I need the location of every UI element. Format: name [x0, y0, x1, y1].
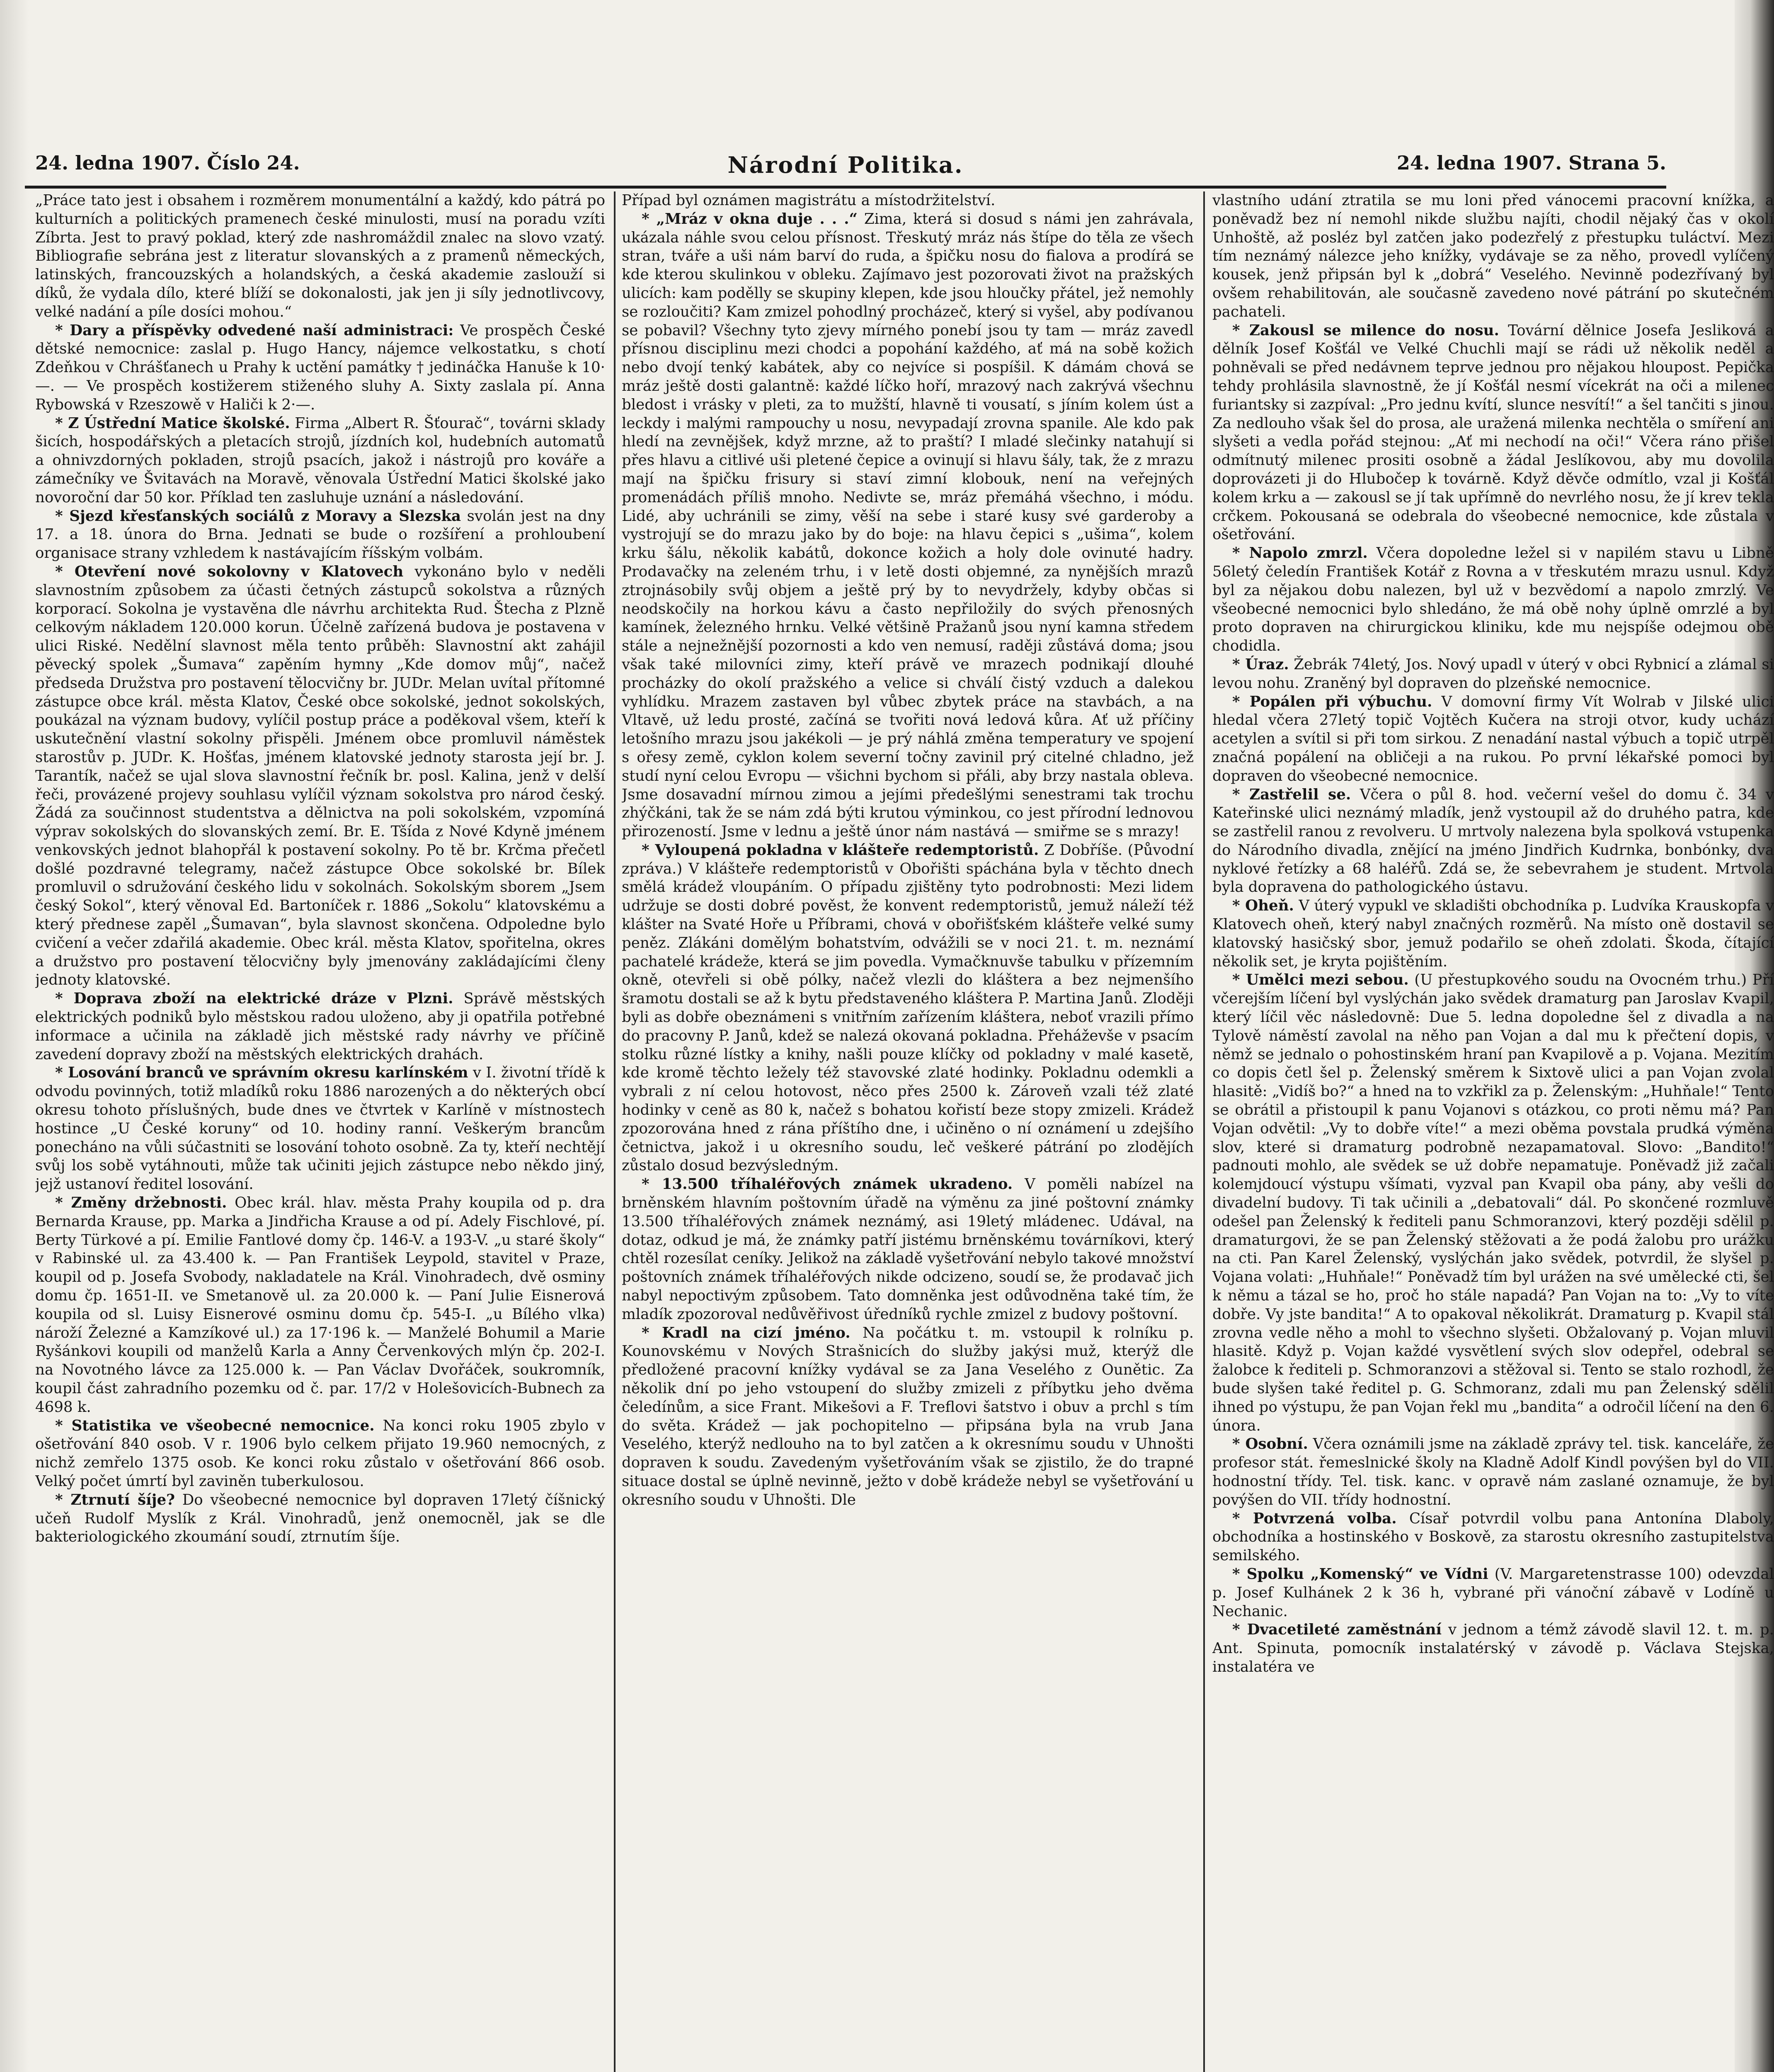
article-paragraph	[622, 191, 1194, 210]
article-text: v I. životní třídě k odvodu povinných, totiž mladíků roku 1886 narozených a do některých obcí okresu tohoto příslušných, bude dnes ve čtvrtek v Karlíně v místnostech hostince „U České koruny“ od 10. hodiny ranní. Veškerým brancům ponecháno na vůli súčastniti se losování tohoto osobně. Za ty, kteří nechtějí svůj los sobě vytáhnouti, může tak učiniti jejich zástupce nebo někdo jiný, jejž ustanoví ředitel losování.	[35, 1064, 605, 1193]
article-heading: * Napolo zmrzl.	[1232, 545, 1368, 562]
article-heading: * Dary a příspěvky odvedené naší administraci:	[55, 322, 454, 339]
column-3	[1212, 191, 1774, 2072]
article-paragraph	[35, 990, 605, 1064]
article-text: Včera o půl 8. hod. večerní vešel do domu č. 34 v Kateřinské ulici neznámý mladík, jenž vystoupil až do druhého patra, kde se zastřelil ranou z revolveru. U mrtvoly nalezena byla spolková vstupenka do Národního divadla, znějící na jméno Jindřich Kudrnka, bonbónky, dva nyklové řetízky a 68 haléřů. Zdá se, že sebevrahem je student. Mrtvola byla dopravena do pathologického ústavu.	[1212, 786, 1774, 896]
article-text: V domovní firmy Vít Wolrab v Jilské ulici hledal včera 27letý topič Vojtěch Kučera na stroji otvor, kudy uchází acetylen a svítil si při tom sirkou. Z nenadání nastal výbuch a topič utrpěl značná popálení na obličeji a na rukou. Po první lékařské pomoci byl dopraven do všeobecné nemocnice.	[1212, 693, 1774, 784]
header-date-issue: 24. ledna 1907. Číslo 24.	[35, 152, 300, 174]
article-paragraph	[1212, 656, 1774, 693]
article-heading: * Ztrnutí šíje?	[55, 1491, 175, 1508]
article-text: Na počátku t. m. vstoupil k rolníku p. Kounovskému v Nových Strašnicích do služby jakýsi muž, kterýž dle předložené pracovní knížky vydával se za Jana Veselého z Ounětic. Za několik dní po jeho vstoupení do služby zmizeli z příbytku jeho dvěma čeledínům, a sice Frant. Mikešovi a F. Treflovi šatstvo i obuv a prchl s tím do světa. Krádež — jak pochopitelno — připsána byla na vrub Jana Veselého, kterýž nedlouho na to byl zatčen a k okresnímu soudu v Uhnošti dopraven k soudu. Zavedeným vyšetřováním však se zjistilo, že do trapné situace dostal se úplně nevinně, ježto v době krádeže nebyl se vyšetřování u okresního soudu v Uhnošti. Dle	[622, 1324, 1194, 1508]
article-paragraph	[1212, 693, 1774, 786]
article-heading: * Vyloupená pokladna v klášteře redemptoristů.	[642, 841, 1039, 859]
article-text: vykonáno bylo v neděli slavnostním způsobem za účasti četných zástupců sokolstva a různých korporací. Sokolna je vystavěna dle návrhu architekta Rud. Štecha z Plzně celkovým nákladem 120.000 korun. Účelně zařízená budova je postavena v ulici Riské. Nedělní slavnost měla tento průběh: Slavnostní akt zahájil pěvecký spolek „Šumava“ zapěním hymny „Kde domov můj“, načež předseda Družstva pro postavení tělocvičny br. JUDr. Melan uvítal přítomné zástupce obce král. města Klatov, České obce sokolské, jednot sokolských, poukázal na význam budovy, vylíčil postup práce a poděkoval všem, kteří k uskutečnění vlastní sokolny přispěli. Jménem obce promluvil náměstek starostův p. JUDr. K. Hošťas, jménem klatovské jednoty starosta její br. J. Tarantík, načež se ujal slova slavnostní řečník br. posl. Kalina, jenž v delší řeči, provázené projevy souhlasu vylíčil význam sokolstva pro národ český. Žádá za součinnost studentstva a dělnictva na poli sokolském, vzpomíná výprav sokolských do slovanských zemí. Br. E. Tšída z Nové Kdyně jménem venkovských jednot blahopřál k postavení sokolny. Po tě br. Krčma přečetl došlé pozdravné telegramy, načež zástupce Obce sokolské br. Bílek promluvil o sdružování českého lidu v sokolnách. Sokolským sborem „Jsem český Sokol“, který věnoval Ed. Bartoníček r. 1886 „Sokolu“ klatovskému a který přednese zapěl „Šumavan“, byla slavnost skončena. Odpoledne bylo cvičení a večer zdařilá akademie. Obec král. města Klatov, spořitelna, okres a družstvo pro postavení tělocvičny byly jmenovány zakládajícími členy jednoty klatovské.	[35, 563, 605, 989]
article-text: Včera oznámili jsme na základě zprávy tel. tisk. kanceláře, že profesor stát. řemeslnické školy na Kladně Adolf Kindl povýšen byl do VII. hodnostní třídy. Tel. tisk. kanc. v opravě nám zaslané oznamuje, že byl povýšen do VII. třídy hodnostní.	[1212, 1435, 1774, 1508]
article-text: (U přestupkového soudu na Ovocném trhu.) Pří včerejším líčení byl vyslýchán jako svědek dramaturg pan Jaroslav Kvapil, který líčil věc následovně: Due 5. ledna dopoledne šel z divadla a na Tylově náměstí zavolal na něho pan Vojan a dal mu k přečtení dopis, v němž se jednalo o pohostinském hraní pan Kvapilově a p. Vojana. Mezitím co dopis četl šel p. Želenský směrem k Sixtově ulici a pan Vojan zvolal hlasitě: „Vidíš bo?“ a hned na to vzkřikl za p. Želenským: „Huhňale!“ Tento se obrátil a přistoupil k panu Vojanovi s otázkou, co proti němu má? Pan Vojan odvětil: „Vy to dobře víte!“ a mezi oběma povstala prudká výměna slov, které si dramaturg podrobně nezapamatoval. Slovo: „Bandito!“ padnouti mohlo, ale svědek se už dobře nepamatuje. Poněvadž již začali kolemjdoucí výstupu všímati, vyzval pan Kvapil oba pány, aby vešli do divadelní budovy. Ti tak učinili a „debatovali“ dál. Po skončené rozmluvě odešel pan Želenský k řediteli panu Schmoranzovi, který později sdělil p. dramaturgovi, že se pan Želenský stěžovati a že podá žalobu pro urážku na cti. Pan Karel Želenský, vyslýchán jako svědek, potvrdil, že slyšel p. Vojana volati: „Huhňale!“ Poněvadž tím byl urážen na své umělecké cti, šel k němu a tázal se ho, proč ho stále napadá? Pan Vojan na to: „Vy to víte dobře. Vy jste bandita!“ A to opakoval několikrát. Dramaturg p. Kvapil stál zrovna vedle něho a mohl to všechno slyšeti. Obžalovaný p. Vojan mluvil hlasitě. Když p. Vojan každé vysvětlení svých slov odepřel, odebral se žalobce k řediteli p. Schmoranzovi a stěžoval si. Tento se stalo rozhodl, že bude slyšen také ředitel p. G. Schmoranz, zdali mu pan Želenský sdělil ihned po výstupu, že pan Vojan řekl mu „bandita“ a odročil líčení na den 6. února.	[1212, 971, 1774, 1434]
article-paragraph	[1212, 897, 1774, 971]
article-paragraph	[1212, 322, 1774, 545]
article-paragraph	[1212, 971, 1774, 1435]
header-rule	[25, 186, 1666, 189]
page-header	[25, 146, 1666, 183]
article-heading: * Potvrzená volba.	[1232, 1510, 1397, 1527]
article-text: Na konci roku 1905 zbylo v ošetřování 840 osob. V r. 1906 bylo celkem přijato 19.960 nemocných, z nichž zemřelo 1375 osob. Ke konci roku zůstalo v ošetřování 866 osob. Velký počet úmrtí byl zaviněn tuberkulosou.	[35, 1417, 605, 1490]
article-paragraph	[1212, 191, 1774, 322]
article-heading: * Kradl na cizí jméno.	[642, 1324, 851, 1341]
header-date-page: 24. ledna 1907. Strana 5.	[1396, 152, 1666, 174]
article-heading: * Zakousl se milence do nosu.	[1232, 322, 1499, 339]
article-paragraph	[622, 1175, 1194, 1324]
article-text: Do všeobecné nemocnice byl dopraven 17letý číšnický učeň Rudolf Myslík z Král. Vinohradů, jenž onemocněl, jak se dle bakteriologického zkoumání soudí, ztrnutím šíje.	[35, 1491, 605, 1546]
article-text: Tovární dělnice Josefa Jesliková a dělník Josef Košťál ve Velké Chuchli mají se rádi už několik neděl a pohněvali se před nedávnem teprve jednou pro nějakou hloupost. Pepička tehdy prohlásila slavnostně, že jí Košťál nesmí vícekrát na oči a milenec furiantsky si zazpíval: „Pro jednu kvítí, slunce nesvítí!“ a šel tančiti s jinou. Za nedlouho však šel do prosa, ale uražená milenka nechtěla o smíření ani slyšeti a vedla pořád stejnou: „Ať mi nechodí na oči!“ Včera ráno přišel odmítnutý milenec prositi osobně a žádal Jeslíkovou, aby mu dovolila doprovázeti ji do Hlubočep k továrně. Když děvče odmítlo, vzal ji Košťál kolem krku a — zakousl se jí tak upřímně do nevrlého nosu, že jí krev tekla crčkem. Pokousaná se odebrala do všeobecné nemocnice, kde zůstala v ošetřování.	[1212, 322, 1774, 543]
masthead-title: Národní Politika.	[727, 152, 964, 178]
article-text: Císař potvrdil volbu pana Antonína Dlaboly, obchodníka a hostinského v Boskově, za starostu okresního zastupitelstva semilského.	[1212, 1510, 1774, 1564]
article-text: Případ byl oznámen magistrátu a místodržitelství.	[622, 192, 996, 209]
article-paragraph	[35, 191, 605, 322]
article-text: V poměli nabízel na brněnském hlavním poštovním úřadě na výměnu za jiné poštovní známky 13.500 tříhaléřových známek neznámý, asi 19letý mládenec. Udával, na dotaz, odkud je má, že známky patří jistému brněnskému továrníkovi, který chtěl rozesílat ceníky. Jelikož na základě vyšetřování nebylo takové množství poštovních známek tříhaléřových nikde odcizeno, soudí se, že prodavač jich nabyl nepoctivým způsobem. Tato domněnka jest odůvodněna také tím, že mladík zpozoroval nedůvěřivost úředníků rychle zmizel z budovy poštovní.	[622, 1176, 1194, 1323]
article-heading: * 13.500 tříhaléřových známek ukradeno.	[642, 1176, 1013, 1193]
article-heading: * Úraz.	[1232, 656, 1289, 673]
article-heading: * Zastřelil se.	[1232, 786, 1351, 803]
article-paragraph	[35, 1417, 605, 1491]
article-paragraph	[35, 1491, 605, 1547]
article-text: Z Dobříše. (Původní zpráva.) V klášteře redemptoristů v Obořišti spáchána byla v těchto dnech smělá krádež vloupáním. O případu zjištěny tyto podrobnosti: Mezi lidem udržuje se dosti dobré pověst, že konvent redemptoristů, jemuž náleží též klášter na Svaté Hoře u Příbrami, chová v obořišťském klášteře velké sumy peněz. Zlákáni domělým bohatstvím, odvážili se v noci 21. t. m. neznámí pachatelé krádeže, která se jim povedla. Vymačknuvše tabulku v přízemním okně, otevřeli si obě pólky, načež vlezli do kláštera a bez nejmenšího šramotu dostali se až k bytu představeného kláštera P. Martina Janů. Zloději byli as dobře obeznámeni s vnitřním zařízením kláštera, neboť vrazili přímo do pracovny P. Janů, kdež se nalezá okovaná pokladna. Přeháževše v psacím stolku různé lístky a knihy, našli pouze klíčky od pokladny v malé kasetě, kde kromě těchto ležely též stavovské zlaté hodinky. Pokladnu odemkli a vybrali z ní celou hotovost, něco přes 2500 k. Zároveň vzali též zlaté hodinky v ceně as 80 k, načež s bohatou kořistí beze stopy zmizeli. Krádež zpozorována hned z rána příštího dne, i učiněno o ní oznámení u zdejšího četnictva, jakož i u okresního soudu, leč veškeré pátrání po zlodějích zůstalo dosud bezvýsledným.	[622, 841, 1194, 1174]
article-text: Včera dopoledne ležel si v napilém stavu u Libně 56letý čeledín František Kotář z Rovna a v třeskutém mrazu usnul. Když byl za nějakou dobu nalezen, byl už v bezvědomí a napolo zmrzlý. Ve všeobecné nemocnici bylo shledáno, že má obě nohy úplně omrzlé a byl proto dopraven na chirurgickou kliniku, kde mu nejspíše odejmou obě chodidla.	[1212, 545, 1774, 655]
article-paragraph	[622, 1324, 1194, 1510]
article-text: Zima, která si dosud s námi jen zahrávala, ukázala náhle svou celou přísnost. Třeskutý mráz nás štípe do těla ze všech stran, tváře a uši nám barví do ruda, a špičku nosu do fialova a prodírá se kde kterou skulinkou v obleku. Zajímavo jest pozorovati život na pražských ulicích: kam podělly se skupiny klepen, kde jsou hloučky přátel, jež nemohly se rozloučiti? Kam zmizel pohodlný procházeč, který si vyšel, aby podívanou se pobavil? Všechny tyto zjevy mírného ponebí jsou ty tam — mráz zavedl přísnou disciplinu mezi chodci a popohání každého, ať má na sobě kožich nebo dvojí tenký kabátek, aby co nejvíce si pospíšil. K dámám chová se mráz ještě dosti galantně: každé líčko hoří, mrazový nach zakrývá všechnu bledost i vrásky v pleti, za to mužští, hlavně ti vousatí, s jíním kolem úst a leckdy i malými rampouchy u nosu, nevypadají zrovna spanile. Ale kdo pak hledí na zevnějšek, když mrzne, až to praští? I mladé slečinky natahují si přes hlavu a citlivé uši pletené čepice a ovinují si hlavu šály, tak, že z mrazu mají na špičku frisury si staví zimní klobouk, není na veřejných promenádách příliš mnoho. Nedivte se, mráz přemáhá všechno, i módu. Lidé, aby uchránili se zimy, věší na sebe i staré kusy své garderoby a vystrojují se do mrazu jako by do boje: na hlavu čepici s „ušima“, kolem krku šálu, několik kabátů, dokonce kožich a holy dole ovinuté hadry. Prodavačky na zeleném trhu, i v letě dosti objemné, za nynějších mrazů ztrojnásobily svůj objem a ještě prý by to nevydržely, kdyby občas si neodskočily na horkou kávu a často nepřiložily do svých přenosných kamínek, železného hrnku. Velké většině Pražanů jsou nyní kamna středem stále a nejnežnější pozornosti a kdo ven nemusí, raději zůstává doma; jsou však také milovníci zimy, kteří právě ve mrazech podnikají dlouhé procházky do okolí pražského a velice si chválí čistý vzduch a dalekou vyhlídku. Mrazem zastaven byl vůbec zbytek práce na stavbách, a na Vltavě, už ledu prosté, začíná se tvořiti nová ledová kůra. Ať už příčiny letošního mrazu jsou jakékoli — je prý náhlá změna temperatury ve spojení s ořesy země, cyklon kolem severní točny zavinil prý citelné chladno, jež studí nyní celou Evropu — všichni bychom si přáli, aby brzy nastala obleva. Jsme dosavadní mírnou zimou a jejími předešlými senestrami tak trochu zhýčkáni, tak že se nám zdá býti krutou výminkou, co jest přírodní lednovou přirozeností. Jsme v lednu a ještě únor nám nastává — smiřme se s mrazy!	[622, 210, 1194, 840]
article-paragraph	[1212, 1621, 1774, 1676]
article-heading: * Otevření nové sokolovny v Klatovech	[55, 563, 404, 580]
column-divider	[614, 191, 616, 2072]
article-heading: * Změny držebnosti.	[55, 1194, 227, 1212]
article-heading: * Oheň.	[1232, 897, 1294, 915]
article-paragraph	[1212, 1435, 1774, 1509]
column-1	[35, 191, 605, 2072]
article-paragraph	[1212, 1565, 1774, 1621]
article-paragraph	[35, 563, 605, 990]
article-heading: * „Mráz v okna duje . . .“	[642, 210, 858, 228]
column-divider	[1203, 191, 1205, 2072]
article-paragraph	[35, 1194, 605, 1417]
article-paragraph	[622, 841, 1194, 1175]
article-paragraph	[35, 1064, 605, 1194]
article-paragraph	[1212, 1510, 1774, 1565]
article-heading: * Osobní.	[1232, 1435, 1308, 1453]
article-paragraph	[35, 507, 605, 563]
article-text: „Práce tato jest i obsahem i rozměrem monumentální a každý, kdo pátrá po kulturních a politických pramenech české minulosti, musí na poradu vzíti Zíbrta. Jest to pravý poklad, který zde nashromáždil znalec na slovo vzatý. Bibliografie sebrána jest z literatur slovanských a z pramenů německých, latinských, francouzských a holandských, a česká akademie zaslouží si díků, že vydala dílo, které blíží se dokonalosti, jak jen ji síly jednotlivcovy, velké nadání a píle dosíci mohou.“	[35, 192, 605, 320]
article-heading: * Sjezd křesťanských sociálů z Moravy a Slezska	[55, 507, 461, 525]
article-text: vlastního udání ztratila se mu loni před vánocemi pracovní knížka, a poněvadž bez ní nemohl nikde službu najíti, chodil nějaký čas v okolí Unhoště, až posléz byl zatčen jako podezřelý z přestupku tuláctví. Mezi tím neznámý nálezce jeho knížky, vydávaje se za něho, provedl vylíčený kousek, jenž připsán byl k „dobrá“ Veselého. Nevinně podezřívaný byl ovšem rehabilitován, ale současně zavedeno nové pátrání po skutečném pachateli.	[1212, 192, 1774, 320]
article-paragraph	[1212, 786, 1774, 897]
column-2	[622, 191, 1194, 2072]
article-heading: * Losování branců ve správním okresu karlínském	[55, 1064, 468, 1082]
article-paragraph	[1212, 544, 1774, 656]
article-text: svolán jest na dny 17. a 18. února do Brna. Jednati se bude o rozšíření a prohloubení organisace strany vzhledem k nastávajícím říšským volbám.	[35, 507, 605, 562]
article-text: Obec král. hlav. města Prahy koupila od p. dra Bernarda Krause, pp. Marka a Jindřicha Krause a od pí. Adely Fischlové, pí. Berty Türkové a pí. Emilie Fantlové domy čp. 146-V. a 193-V. „u staré školy“ v Rabinské ul. za 43.400 k. — Pan František Leypold, stavitel v Praze, koupil od p. Josefa Svobody, nakladatele na Král. Vinohradech, dvě osminy domu čp. 1651-II. ve Smetanově ul. za 20.000 k. — Paní Julie Eisnerová koupila od sl. Luisy Eisnerové osminu domu čp. 545-I. „u Bílého vlka) nároží Železné a Kamzíkové ul.) za 17·196 k. — Manželé Bohumil a Marie Ryšánkovi koupili od manželů Karla a Anny Červenkových mlýn čp. 202-I. na Novotného lávce za 125.000 k. — Pan Václav Dvořáček, soukromník, koupil část zahradního pozemku od č. par. 17/2 v Holešovicích-Bubnech za 4698 k.	[35, 1194, 605, 1416]
article-heading: * Dvacetileté zaměstnání	[1232, 1621, 1442, 1639]
article-text: Žebrák 74letý, Jos. Nový upadl v úterý v obci Rybnicí a zlámal si levou nohu. Zraněný byl dopraven do plzeňské nemocnice.	[1212, 656, 1774, 692]
article-text: (V. Margaretenstrasse 100) odevzdal p. Josef Kulhánek 2 k 36 h, vybrané při vánoční zábavě v Lodíně u Nechanic.	[1212, 1565, 1774, 1620]
article-text: V úterý vypukl ve skladišti obchodníka p. Ludvíka Krauskopfa v Klatovech oheň, který nabyl značných rozměrů. Na místo oně dostavil se klatovský hasičský sbor, jemuž podařilo se oheň zdolati. Škoda, čítající několik set, je kryta pojištěním.	[1212, 897, 1774, 970]
page-left-edge	[0, 0, 29, 2072]
article-paragraph	[622, 210, 1194, 841]
article-heading: * Popálen při výbuchu.	[1232, 693, 1432, 710]
article-text: Firma „Albert R. Šťourač“, továrni sklady šicích, hospodářských a pletacích strojů, jízdních kol, hudebních automatů a ohnivzdorných pokladen, strojů psacích, jakož i nástrojů pro kováře a zámečníky ve Švitavách na Moravě, věnovala Ústřední Matici školské jako novoroční dar 50 kor. Příklad ten zasluhuje uznání a následování.	[35, 414, 605, 506]
article-paragraph	[35, 414, 605, 507]
article-text: v jednom a témž závodě slavil 12. t. m. p. Ant. Spinuta, pomocník instalatérský v závodě p. Václava Stejska, instalatéra ve	[1212, 1621, 1774, 1675]
article-heading: * Z Ústřední Matice školské.	[55, 414, 290, 432]
article-heading: * Doprava zboží na elektrické dráze v Plzni.	[55, 990, 453, 1007]
article-text: Ve prospěch České dětské nemocnice: zaslal p. Hugo Hancy, nájemce velkostatku, s chotí Zdeňkou v Chrášťanech u Prahy k uctění památky † jedináčka Hanuše k 10·—. — Ve prospěch kostižerem stiženého sluhy A. Sixty zaslala pí. Anna Rybowská v Rzeszowě v Haliči k 2·—.	[35, 322, 605, 413]
article-heading: * Statistika ve všeobecné nemocnice.	[55, 1417, 375, 1434]
article-heading: * Spolku „Komenský“ ve Vídni	[1232, 1565, 1488, 1583]
article-text: Správě městských elektrických podniků bylo městskou radou uloženo, aby ji opatřila potřebné informace a učinila na základě jich městské rady návrhy ve příčině zavedení dopravy zboží na městských elektrických drahách.	[35, 990, 605, 1063]
article-paragraph	[35, 322, 605, 414]
article-heading: * Umělci mezi sebou.	[1232, 971, 1409, 989]
